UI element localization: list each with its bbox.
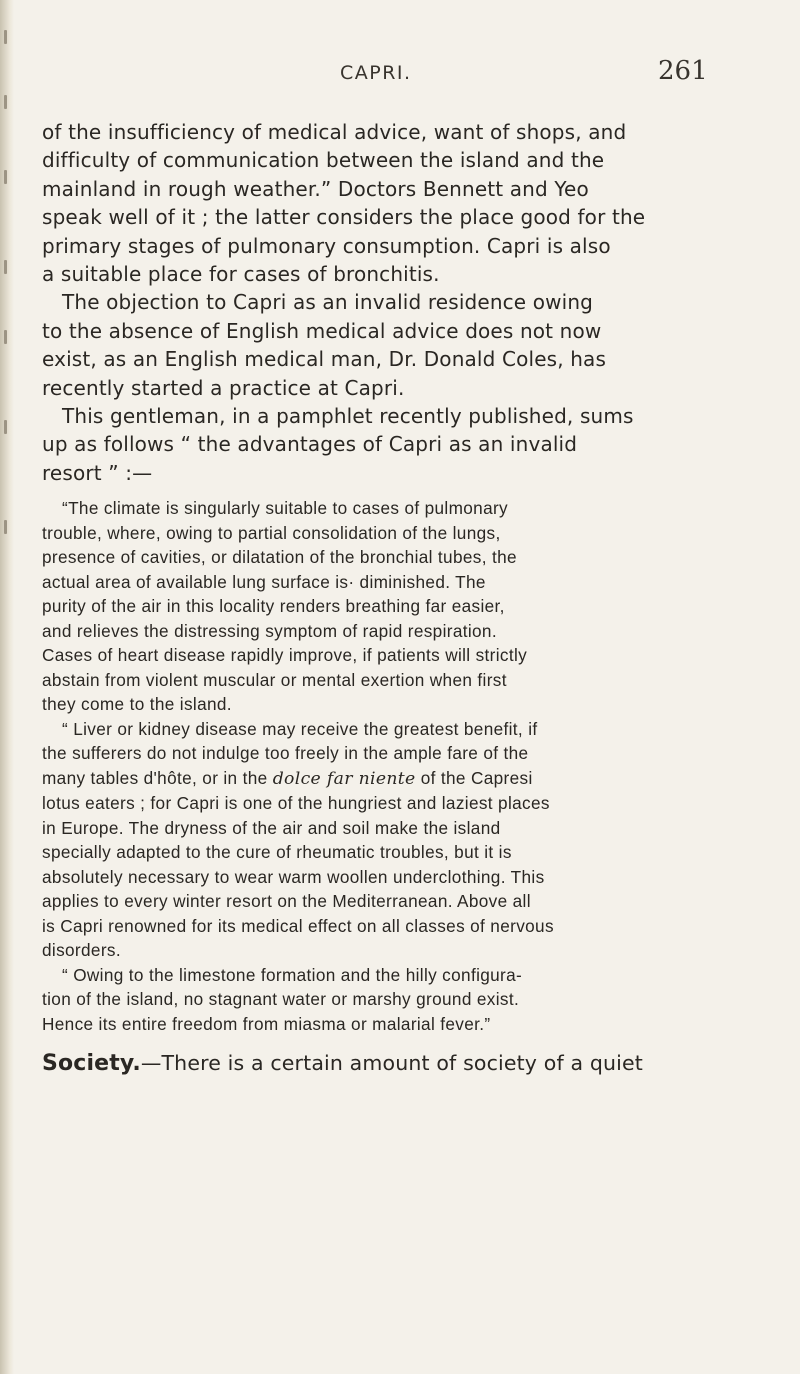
page-number: 261 <box>658 56 708 86</box>
binding-mark <box>4 420 7 434</box>
quote-line: applies to every winter resort on the Mediterranean. Above all <box>42 891 531 912</box>
binding-mark <box>4 170 7 184</box>
text-line: The objection to Capri as an invalid residence owing <box>62 290 594 315</box>
quote-line <box>42 766 717 792</box>
quote-line: trouble, where, owing to partial consolidation of the lungs, <box>42 522 501 543</box>
text-line: mainland in rough weather.” Doctors Bennett and Yeo <box>42 176 589 201</box>
text-line: of the insufficiency of medical advice, want of shops, and <box>42 120 627 144</box>
binding-edge <box>0 0 14 1374</box>
quote-line: purity of the air in this locality renders breathing far easier, <box>42 596 505 617</box>
quote-line: actual area of available lung surface is· diminished. The <box>42 571 486 592</box>
text-line: exist, as an English medical man, Dr. Donald Coles, has <box>42 347 607 372</box>
binding-mark <box>4 95 7 109</box>
binding-mark <box>4 520 7 534</box>
quote-line: is Capri renowned for its medical effect on all classes of nervous <box>42 915 554 936</box>
quote-line: Hence its entire freedom from miasma or malarial fever.” <box>42 1013 491 1034</box>
quote-line: lotus eaters ; for Capri is one of the hungriest and laziest places <box>42 793 550 814</box>
opening-paragraphs <box>42 118 717 487</box>
quote-line: the sufferers do not indulge too freely in the ample fare of the <box>42 743 529 764</box>
text-line: speak well of it ; the latter considers the place good for the <box>42 205 646 230</box>
section-heading: Society. <box>42 1051 141 1077</box>
text-line: primary stages of pulmonary consumption. Capri is also <box>42 233 611 258</box>
text-line: This gentleman, in a pamphlet recently published, sums <box>62 404 634 429</box>
quoted-passage <box>42 496 717 1036</box>
society-paragraph <box>42 1049 717 1078</box>
quote-text: of the Capresi <box>420 767 533 788</box>
quote-line: presence of cavities, or dilatation of the bronchial tubes, the <box>42 547 517 568</box>
quote-line: “ Liver or kidney disease may receive the greatest benefit, if <box>62 718 538 739</box>
quote-line: in Europe. The dryness of the air and soil make the island <box>42 817 501 838</box>
text-line: recently started a practice at Capri. <box>42 375 405 400</box>
body-text <box>42 118 717 1078</box>
quote-line: “The climate is singularly suitable to cases of pulmonary <box>62 498 509 519</box>
quote-line: specially adapted to the cure of rheumatic troubles, but it is <box>42 842 512 863</box>
binding-mark <box>4 260 7 274</box>
binding-mark <box>4 30 7 44</box>
text-line: a suitable place for cases of bronchitis. <box>42 262 440 287</box>
italic-phrase: dolce far niente <box>272 768 416 789</box>
running-head: CAPRI. <box>340 62 412 84</box>
quote-line: abstain from violent muscular or mental exertion when first <box>42 669 507 690</box>
text-line <box>42 1049 717 1078</box>
quote-line: disorders. <box>42 940 121 961</box>
quote-text: many tables d'hôte, or in the <box>42 767 268 788</box>
quote-line: “ Owing to the limestone formation and the hilly configura- <box>62 964 523 985</box>
quote-line: tion of the island, no stagnant water or marshy ground exist. <box>42 989 520 1010</box>
binding-mark <box>4 330 7 344</box>
quote-line: absolutely necessary to wear warm woollen underclothing. This <box>42 866 545 887</box>
text-line: up as follows “ the advantages of Capri as an invalid <box>42 432 578 457</box>
quote-line: Cases of heart disease rapidly improve, if patients will strictly <box>42 645 528 666</box>
text-line: difficulty of communication between the island and the <box>42 148 605 173</box>
society-text: —There is a certain amount of society of a quiet <box>140 1051 643 1076</box>
quote-line: they come to the island. <box>42 694 232 715</box>
quote-line: and relieves the distressing symptom of rapid respiration. <box>42 620 497 641</box>
page-header <box>0 56 800 92</box>
text-line: resort ” :— <box>42 460 153 485</box>
text-line: to the absence of English medical advice does not now <box>42 318 602 343</box>
